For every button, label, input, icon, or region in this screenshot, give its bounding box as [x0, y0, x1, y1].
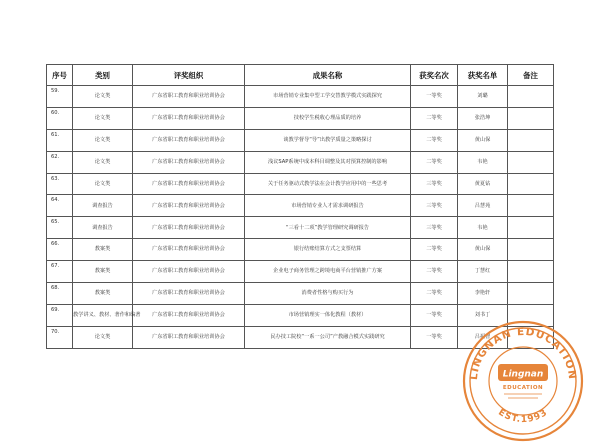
- cell-category: 论文类: [73, 129, 133, 151]
- cell-organizer: 广东省职工教育和职业培训协会: [133, 151, 245, 173]
- table-row: [47, 217, 554, 239]
- cell-rank: 三等奖: [411, 195, 458, 217]
- cell-category: 教案类: [73, 239, 133, 261]
- cell-title: 市场营销专业集中型工学交替教学模式实践探究: [245, 86, 411, 108]
- cell-title: 企业电子商务管理之跨境电商平台营销推广方案: [245, 261, 411, 283]
- cell-notes: [508, 129, 554, 151]
- cell-title: 民办技工院校“一系一公司”产教融合模式实践研究: [245, 326, 411, 348]
- cell-winners: 丁慧红: [458, 261, 508, 283]
- cell-index: 61.: [47, 129, 73, 151]
- cell-notes: [508, 173, 554, 195]
- cell-notes: [508, 151, 554, 173]
- cell-category: 教案类: [73, 283, 133, 305]
- header-winners: 获奖名单: [458, 65, 508, 86]
- table-row: [47, 151, 554, 173]
- cell-index: 70.: [47, 326, 73, 348]
- cell-organizer: 广东省职工教育和职业培训协会: [133, 217, 245, 239]
- cell-winners: 刘书丁: [458, 304, 508, 326]
- seal-logo-text: Lingnan: [502, 369, 544, 380]
- cell-winners: 张浩坤: [458, 107, 508, 129]
- cell-rank: 三等奖: [411, 217, 458, 239]
- cell-winners: 黄山保: [458, 129, 508, 151]
- cell-index: 60.: [47, 107, 73, 129]
- seal-tagline: EDUCATION: [502, 385, 544, 391]
- seal-arc-text: LINGNAN EDUCATION: [467, 325, 579, 381]
- cell-title: 浅议SAP系统中成本科目调整及其对预算控制的影响: [245, 151, 411, 173]
- cell-winners: 李艳轩: [458, 283, 508, 305]
- cell-notes: [508, 86, 554, 108]
- cell-organizer: 广东省职工教育和职业培训协会: [133, 283, 245, 305]
- awards-table: [46, 64, 554, 349]
- cell-index: 66.: [47, 239, 73, 261]
- cell-rank: 一等奖: [411, 326, 458, 348]
- table-row: [47, 195, 554, 217]
- table-row: [47, 239, 554, 261]
- cell-rank: 二等奖: [411, 283, 458, 305]
- cell-winners: 吕慧苑: [458, 195, 508, 217]
- cell-rank: 二等奖: [411, 151, 458, 173]
- cell-title: 市场营销专业人才需求调研报告: [245, 195, 411, 217]
- cell-category: 论文类: [73, 107, 133, 129]
- cell-organizer: 广东省职工教育和职业培训协会: [133, 107, 245, 129]
- cell-organizer: 广东省职工教育和职业培训协会: [133, 86, 245, 108]
- table-row: [47, 261, 554, 283]
- cell-index: 62.: [47, 151, 73, 173]
- cell-category: 调查报告: [73, 217, 133, 239]
- cell-index: 68.: [47, 283, 73, 305]
- table-row: [47, 129, 554, 151]
- cell-category: 论文类: [73, 326, 133, 348]
- cell-organizer: 广东省职工教育和职业培训协会: [133, 304, 245, 326]
- cell-index: 65.: [47, 217, 73, 239]
- cell-notes: [508, 107, 554, 129]
- cell-title: 市场营销理实一体化教程（教材）: [245, 304, 411, 326]
- cell-rank: 一等奖: [411, 304, 458, 326]
- cell-winners: 吕福智: [458, 326, 508, 348]
- cell-category: 教学讲义、教材、著作和编著: [73, 304, 133, 326]
- cell-rank: 一等奖: [411, 86, 458, 108]
- table-row: [47, 107, 554, 129]
- cell-notes: [508, 283, 554, 305]
- cell-category: 论文类: [73, 86, 133, 108]
- cell-organizer: 广东省职工教育和职业培训协会: [133, 239, 245, 261]
- cell-notes: [508, 261, 554, 283]
- cell-index: 63.: [47, 173, 73, 195]
- cell-organizer: 广东省职工教育和职业培训协会: [133, 326, 245, 348]
- table-header-row: [47, 65, 554, 86]
- cell-winners: 黄山保: [458, 239, 508, 261]
- cell-organizer: 广东省职工教育和职业培训协会: [133, 261, 245, 283]
- cell-rank: 二等奖: [411, 107, 458, 129]
- seal-year: EST.1993: [496, 407, 550, 426]
- cell-organizer: 广东省职工教育和职业培训协会: [133, 129, 245, 151]
- cell-rank: 三等奖: [411, 173, 458, 195]
- cell-notes: [508, 217, 554, 239]
- cell-title: 银行结账结算方式之支票结算: [245, 239, 411, 261]
- cell-organizer: 广东省职工教育和职业培训协会: [133, 195, 245, 217]
- cell-winners: 韦艳: [458, 151, 508, 173]
- cell-category: 论文类: [73, 151, 133, 173]
- header-category: 类别: [73, 65, 133, 86]
- cell-rank: 二等奖: [411, 239, 458, 261]
- cell-notes: [508, 239, 554, 261]
- cell-category: 教案类: [73, 261, 133, 283]
- lingnan-education-seal: [460, 318, 586, 444]
- cell-category: 调查报告: [73, 195, 133, 217]
- cell-title: “三看十二项”教学管理研究调研报告: [245, 217, 411, 239]
- cell-organizer: 广东省职工教育和职业培训协会: [133, 173, 245, 195]
- header-notes: 备注: [508, 65, 554, 86]
- cell-index: 64.: [47, 195, 73, 217]
- cell-title: 消费者性格与购买行为: [245, 283, 411, 305]
- cell-title: 关于任务驱动式教学法在会计教学应用中的一些思考: [245, 173, 411, 195]
- cell-winners: 刘璐: [458, 86, 508, 108]
- cell-title: 技校学生税收心理品质的培养: [245, 107, 411, 129]
- cell-rank: 二等奖: [411, 129, 458, 151]
- cell-index: 69.: [47, 304, 73, 326]
- header-index: 序号: [47, 65, 73, 86]
- cell-winners: 韦艳: [458, 217, 508, 239]
- header-rank: 获奖名次: [411, 65, 458, 86]
- cell-title: 谈教学督导“导”出教学质量之策略探讨: [245, 129, 411, 151]
- table-row: [47, 283, 554, 305]
- cell-notes: [508, 195, 554, 217]
- cell-winners: 黄夏钻: [458, 173, 508, 195]
- table-row: [47, 173, 554, 195]
- cell-rank: 二等奖: [411, 261, 458, 283]
- cell-index: 59.: [47, 86, 73, 108]
- cell-index: 67.: [47, 261, 73, 283]
- table-row: [47, 86, 554, 108]
- header-title: 成果名称: [245, 65, 411, 86]
- cell-category: 论文类: [73, 173, 133, 195]
- header-organizer: 评奖组织: [133, 65, 245, 86]
